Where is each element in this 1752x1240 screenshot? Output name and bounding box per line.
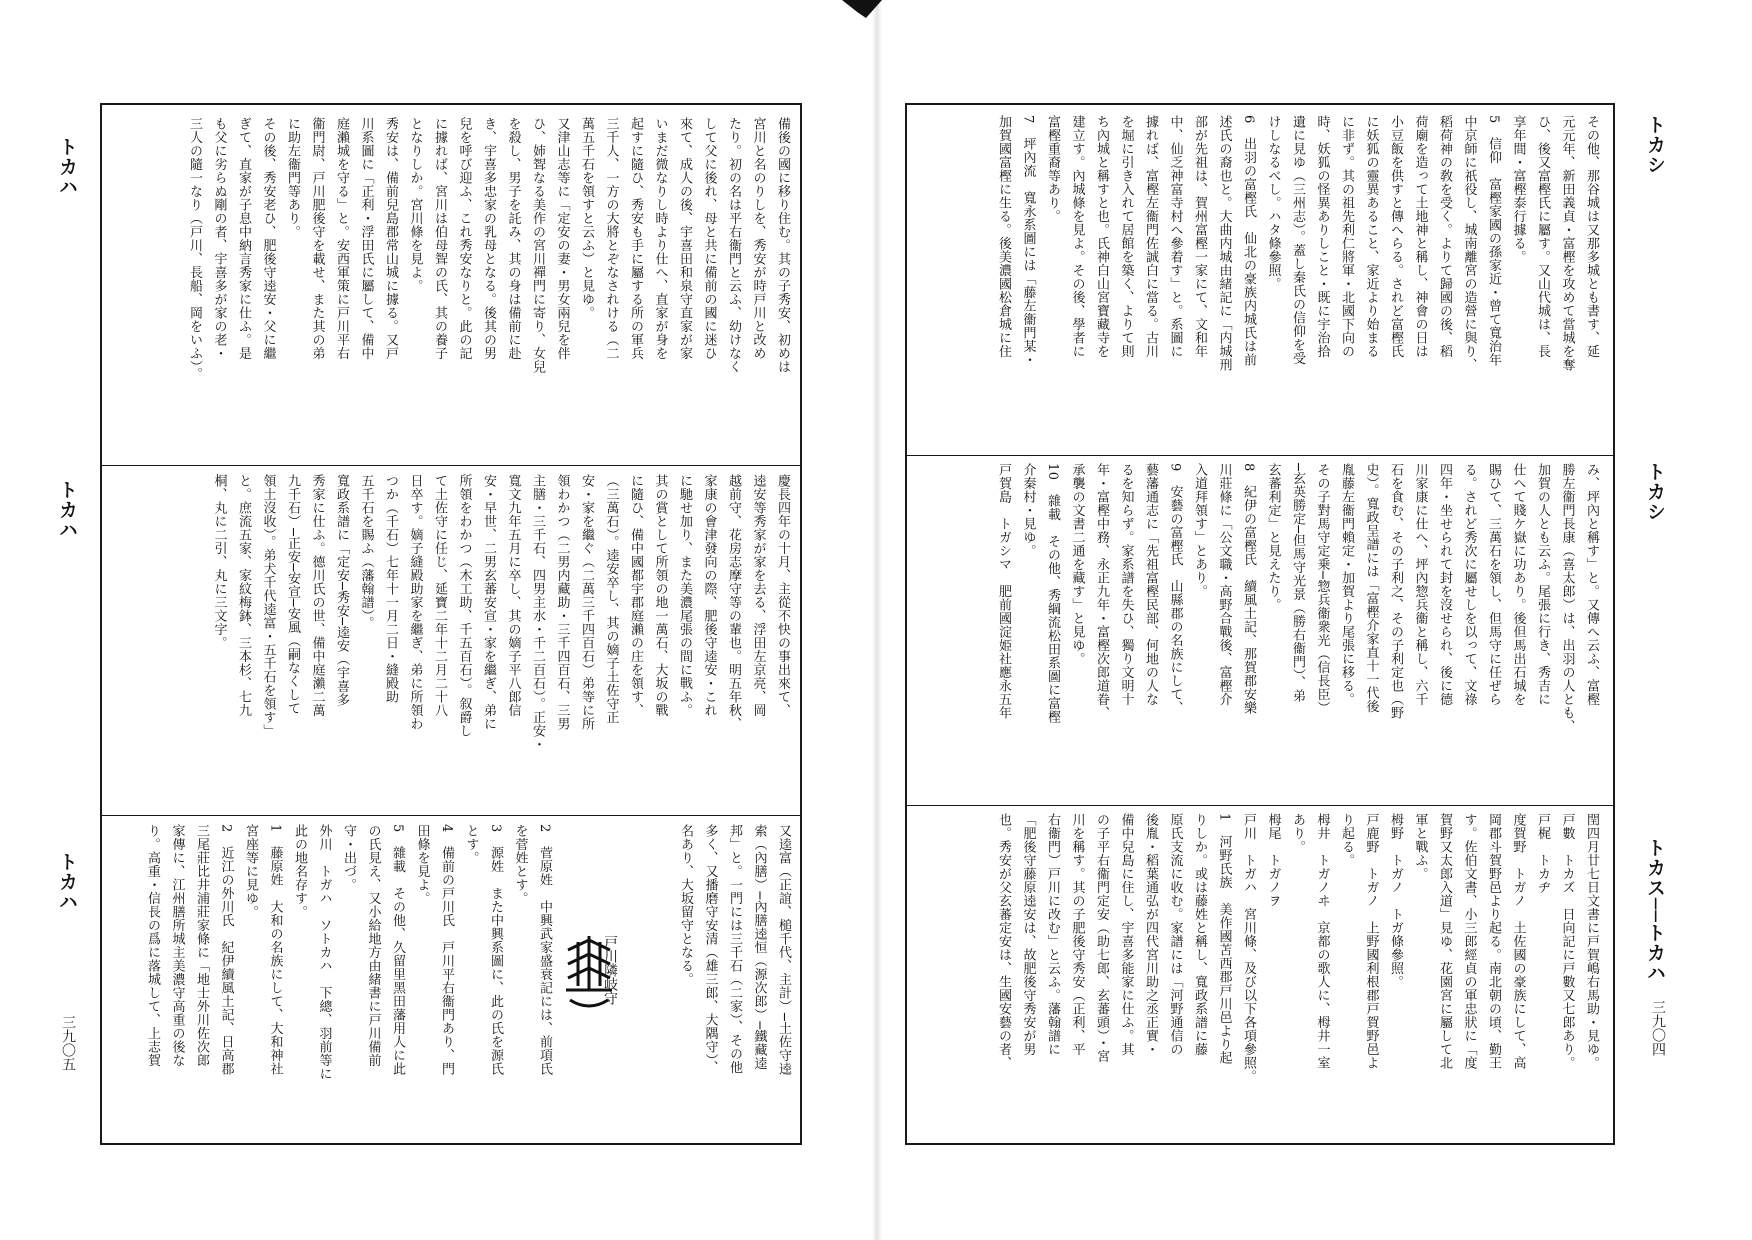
right-running-head-2: トカシ	[1644, 462, 1666, 522]
right-middle-block: み、坪內と稱す」と。又傳へ云ふ、富樫 勝左衞門長康（喜太郎）は、出羽の人とも、 加賀の人とも云ふ。尾張に行き、秀吉に 仕へて賤ケ嶽に功あり。後但馬出石城を 賜ひて、三萬石を領し、但馬守に任ぜら る。されど秀次に屬せしを以って、文祿 四年・坐せられて封を沒せられ、後に德 川家康に仕へ、坪內惣兵衞と稱し、六千 石を食む、その子利之、その子利定也（野 史）。寬政呈譜には「富樫介家直十一代後 胤藤左衞門賴定・加賀より尾張に移る。 その子對馬守定乗─惣兵衞衆光（信長臣） ─玄英勝定─但馬守光景（勝右衞門）、弟 玄蕃利定」と見えたり。 8 紀伊の富樫氏 續風土記、那賀郡安樂 川莊條に「公文職・高野合戰後、富樫介 入道拜領す」とあり。 9 安藝の富樫氏 山縣郡の名族にして、 藝藩通志に「先祖富樫民部、何地の人な るを知らず。家系譜を失ひ、獨り文明十 年・富樫中務、永正九年・富樫次郎道眷、 承襲の文書二通を藏す」と見ゆ。 10 雜載 その他、秀綱流松田系圖に富樫 介秦村・見ゆ。 戸賀島 トガシマ 肥前國淀姫社應永五年	[996, 463, 1599, 733]
right-divider-2	[905, 805, 1615, 806]
right-running-head-1: トカシ	[1644, 115, 1666, 175]
book-spine	[872, 0, 882, 1240]
left-middle-block: 慶長四年の十月、主從不快の事出來て、 逵安等秀家が家を去る、浮田左京亮、岡 越前守、花房志摩守等の輩也。明五年秋、 家康の會津發向の際、肥後守逵安・これ に馳せ加り、また美濃尾張の間に戰ふ。 其の賞として所領の地一萬石、大坂の戰 に隨ひ、備中國都宇郡庭瀨の庄を領す、 （三萬石）。逵安卒し、其の嫡子土佐守正 安・家を繼ぐ（二萬三千四百石）弟等に所 領わかつ（二男内藏助・三千四百石、三男 主膳・三千石、四男主水・千二百石）。正安・ 寬文九年五月に卒し、其の嫡子平八郎信 安・早世、二男玄蕃安宣・家を繼ぎ、弟に 所領をわかつ（木工助、千五百石）。叙爵し て土佐守に任じ、延寶二年十二月二十八 日卒す。嫡子縫殿助家を繼ぎ、弟に所領わ つか（千石）七年十一月二日・縫殿助 五千石を賜ふ（藩翰譜）。 寬政系譜に「定安─秀安─逵安（宇喜多 秀家に仕ふ。德川氏の世、備中庭瀨二萬 九千石）─正安─安宣─安風（嗣なくして 領土沒收）。弟犬千代逵富・五千石を領す」 と。庶流五家、家紋梅鉢、三本杉、七九 桐、丸に二引、丸に三文字。	[211, 474, 790, 751]
left-running-head-3: トカハ	[56, 852, 78, 912]
right-divider-1	[905, 455, 1615, 456]
left-bottom-block: 又逵富（正誼、槌千代、主計）─土佐守逵 索（內膳）─內膳逵恒（源次郎）─鐵藏逵 邦」と。一門には三千石（二家）、その他 多く、又播磨守安清（雄三郎、大隅守）、 名あり、大坂留守となる。	[678, 824, 791, 1076]
left-folio: 三九〇五	[60, 1015, 76, 1071]
left-running-head-2: トカハ	[56, 480, 78, 540]
right-running-head-3: トカス──トカハ	[1644, 838, 1666, 983]
right-top-block: その他、那谷城は又那多城とも書す、延 元元年、新田義貞・富樫を攻めて當城を奪 ひ、後又富樫氏に屬す。又山代城は、長 享年間・富樫泰行據る。 5 信仰 富樫家國の孫家近・曾て寬治年 中京師に祇役し、城南離宮の造營に與り、 稻荷神の敎を受く。よりて歸國の後、稻 荷廟を造って土地神と稱し、神會の日は 小豆飯を供すと傳へらる。されど富樫氏 に妖狐の靈異あること、家近より始まる に非ず。其の祖先利仁將軍・北國下向の 時、妖狐の怪異ありしこと・既に宇治拾 遺に見ゆ（三州志）。蓋し秦氏の信仰を受 けしなるべし。ハタ條參照。 6 出羽の富樫氏 仙北の豪族内城氏は前 述氏の裔也と。大曲内城由緒記に「内城刑 部が先祖は、賀州富樫一家にて、文和年 中、仙乏神富寺村へ參着す」と。系圖に 據れば、富樫左衞門佐誠白に當る。古川 を堀に引き入れて居館を築く、よりて則 ち內城と稱すと也。氏神白山宮寶藏寺を 建立す。內城條を見よ。その後、學者に 富樫重裔等あり。 7 坪內流 寬永系圖には「藤左衞門某・ 加賀國富樫に生る。後美濃國松倉城に住	[996, 115, 1599, 372]
crest-label: 戸川隣岐守	[602, 935, 618, 1005]
left-divider-2	[100, 815, 802, 816]
right-folio: 三九〇四	[1650, 1000, 1666, 1056]
right-bottom-block: 閏四月廿七日文書に戸賀嶋右馬助・見ゆ。 戸數 トカズ 日向記に戸數又七郎あり。 戸梶 トカヂ 度賀野 トガノ 土佐國の豪族にして、高 岡郡斗賀野邑より起る。南北朝の頃、勤王 す。佐伯文書、小三郎經貞の軍忠狀に「度 賀野又太郎入道」見ゆ、花園宮に屬して北 軍と戰ふ。 栂野 トガノ トガ條參照。 戸鹿野 トガノ 上野國利根郡戸賀野邑よ り起る。 栂井 トガノヰ 京都の歌人に、栂井一室 あり。 栂尾 トガノヲ 戸川 トガハ 宮川條、及び以下各項參照。 1 河野氏族 美作國苫西郡戸川邑より起 りしか。或は藤姓と稱し、寬政系譜に藤 原氏支流に收む。家譜には「河野通信の 後胤・稻葉通弘が四代宮川助之丞正實・ 備中兒島に住し、宇喜多能家に仕ふ。其 の子平右衞門定安（助七郎、玄蕃頭）・宮 川を稱す。其の子肥後守秀安（正利、平 右衞門）戸川に改む」と云ふ。藩翰譜に 「肥後守藤原逵安は、故肥後守秀安が男 也。秀安が父玄蕃定安は、生國安藝の者、	[996, 813, 1599, 1083]
left-divider-1	[100, 465, 802, 466]
left-bottom-entries: 2 菅原姓 中興武家盛衰記には、前項氏 を菅姓とす。 3 源姓 また中興系圖に、此の氏を源氏 とす。 4 備前の戸川氏 戸川平右衞門あり、門 田條を見よ。 5 雜載 その他、久留里黑田藩用人に此 の氏見え、又小給地方由緒書に戸川備前 守・出づ。 外川 トガハ ソトカハ 下總、羽前等に 此の地名存す。 1 藤原姓 大和の名族にして、大和神社 宮座等に見ゆ。 2 近江の外川氏 紀伊續風土記、日高郡 三尾莊比井浦莊家條に「地士外川佐次郎 家傳に、江州膳所城主美濃守高重の後な り。高重・信長の爲に落城して、上志賀	[145, 824, 552, 1081]
left-running-head-1: トカハ	[56, 137, 78, 197]
left-top-block: 備後の國に移り住む。其の子秀安、初めは 宮川と名のりしを、秀安が時戸川と改め たり。初の名は平右衞門と云ふ、幼けなく して父に後れ、母と共に備前の國に迷ひ 來て、成人の後、宇喜田和泉守直家が家 いまだ微なりし時より仕へ、直家が身を 起すに隨ひ、秀安も手に屬する所の軍兵 三千人、一方の大將とぞなされける（二 萬五千石を領すと云ふ）と見ゆ。 又津山志等に「定安の妻・男女兩兒を伴 ひ、姉聟なる美作の宮川禪門に寄り、女兒 を殺し、男子を託み、其の身は備前に赴 き、宇喜多忠家の乳母となる。後其の男 兒を呼び迎ふ、これ秀安なりと。此の記 に據れば、宮川は伯母聟の氏、其の養子 となりしか。宮川條を見よ。 秀安は、備前兒島郡常山城に據る。又戸 川系圖に「正利・浮田氏に屬して、備中 庭瀨城を守る」と。安西軍策に戸川平右 衞門尉、戸川肥後守を載せ、また其の弟 に助左衞門等あり。 その後、秀安老ひ、肥後守逵安・父に繼 ぎて、直家が子息中納言秀家に仕ふ。是 も父に劣らぬ剛の者、宇喜多が家の老・ 三人の隨一なり（戸川、長船、岡をいふ）。	[187, 117, 790, 381]
